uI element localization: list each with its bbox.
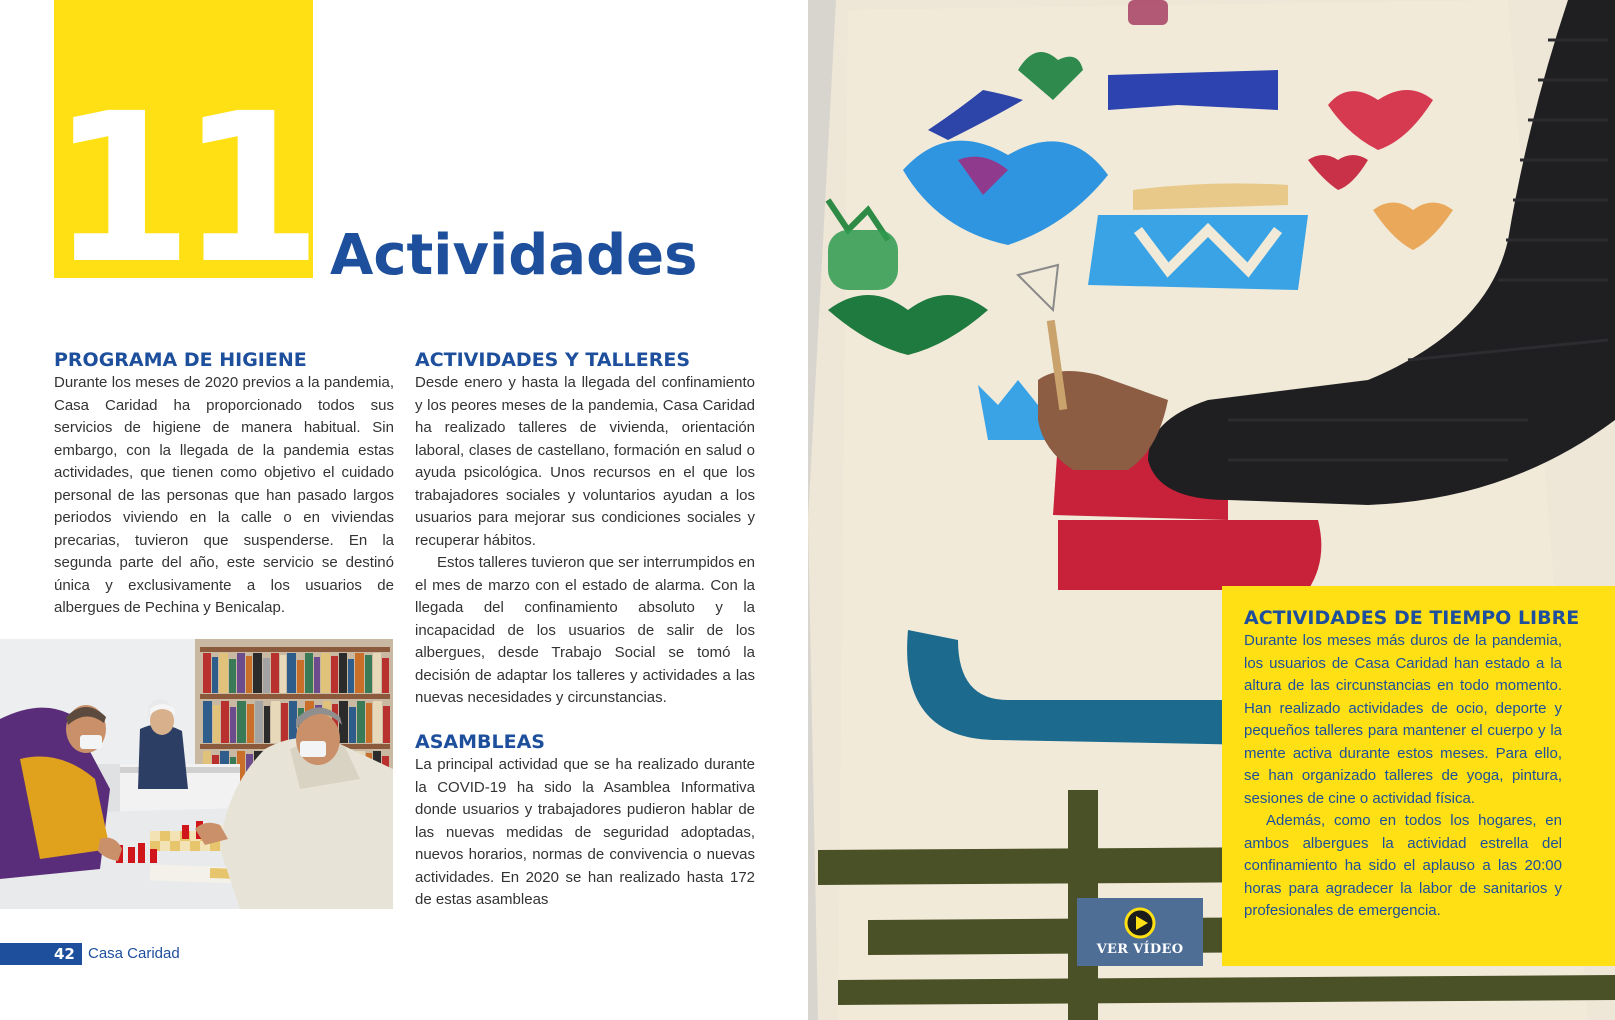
page-number: 42 <box>54 945 75 963</box>
section-paragraph: Desde enero y hasta la llegada del confinamiento y los peores meses de la pandemia, Casa Caridad ha realizado talleres de vivienda, orientación laboral, clases de castellano, formación en salud o ayuda psicológica. Unos recursos en el que los trabajadores sociales y voluntarios ayudan a los usuarios para mejorar sus condiciones sociales y recuperar hábitos. <box>415 374 755 549</box>
section-paragraph: Durante los meses de 2020 previos a la pandemia, Casa Caridad ha proporcionado todos sus servicios de higiene de manera habitual. Sin embargo, con la llegada de la pandemia estas actividades, que tienen como objetivo el cuidado personal de las personas que han pasado largos periodos viviendo en la calle o en viviendas precarias, tuvieron que suspenderse. En la segunda parte del año, este servicio se destinó única y exclusivamente a los usuarios de albergues de Pechina y Benicalap. <box>54 374 394 616</box>
sidebar-tiempo-libre <box>1222 586 1615 966</box>
section-higiene <box>54 348 394 620</box>
watch-video-label: VER VÍDEO <box>1096 942 1184 957</box>
sidebar-content <box>1244 606 1580 923</box>
chapter-number: 11. <box>50 69 373 309</box>
section-paragraph: Estos talleres tuvieron que ser interrumpidos en el mes de marzo con el estado de alarma. Con la llegada del confinamiento absoluto y la incapacidad de los usuarios de salir de los albergues, desde Trabajo Social se tomó la decisión de adaptar los talleres y actividades a las nuevas necesidades y circunstancias. <box>415 554 755 706</box>
section-asambleas <box>415 730 755 912</box>
section-heading: ACTIVIDADES DE TIEMPO LIBRE <box>1244 607 1580 629</box>
section-heading: ASAMBLEAS <box>415 731 545 753</box>
watch-video-button[interactable] <box>1077 898 1203 966</box>
footer-brand: Casa Caridad <box>88 945 180 962</box>
photo-chess-players <box>0 639 393 909</box>
play-circle-icon <box>1124 907 1156 939</box>
section-heading: PROGRAMA DE HIGIENE <box>54 349 307 371</box>
section-paragraph: Además, como en todos los hogares, en ambos albergues la actividad estrella del confinamiento ha sido el aplauso a las 20:00 horas para agradecer la labor de sanitarios y profesionales de emergencia. <box>1244 812 1562 919</box>
section-talleres <box>415 348 755 710</box>
section-paragraph: Durante los meses más duros de la pandemia, los usuarios de Casa Caridad han estado a la altura de las circunstancias en todo momento. Han realizado actividades de ocio, deporte y pequeños talleres para mantener el cuerpo y la mente activa durante estos meses. Para ello, se han organizado talleres de yoga, pintura, sesiones de cine o actividad física. <box>1244 632 1562 807</box>
section-paragraph: La principal actividad que se ha realizado durante la COVID-19 ha sido la Asamblea Informativa donde usuarios y trabajadores pudieron hablar de las nuevas medidas de seguridad adoptadas, nuevos horarios, normas de convivencia o nuevas actividades. En 2020 se han realizado hasta 172 de estas asambleas <box>415 756 755 908</box>
section-heading: ACTIVIDADES Y TALLERES <box>415 349 691 371</box>
chapter-title: Actividades <box>330 223 698 288</box>
